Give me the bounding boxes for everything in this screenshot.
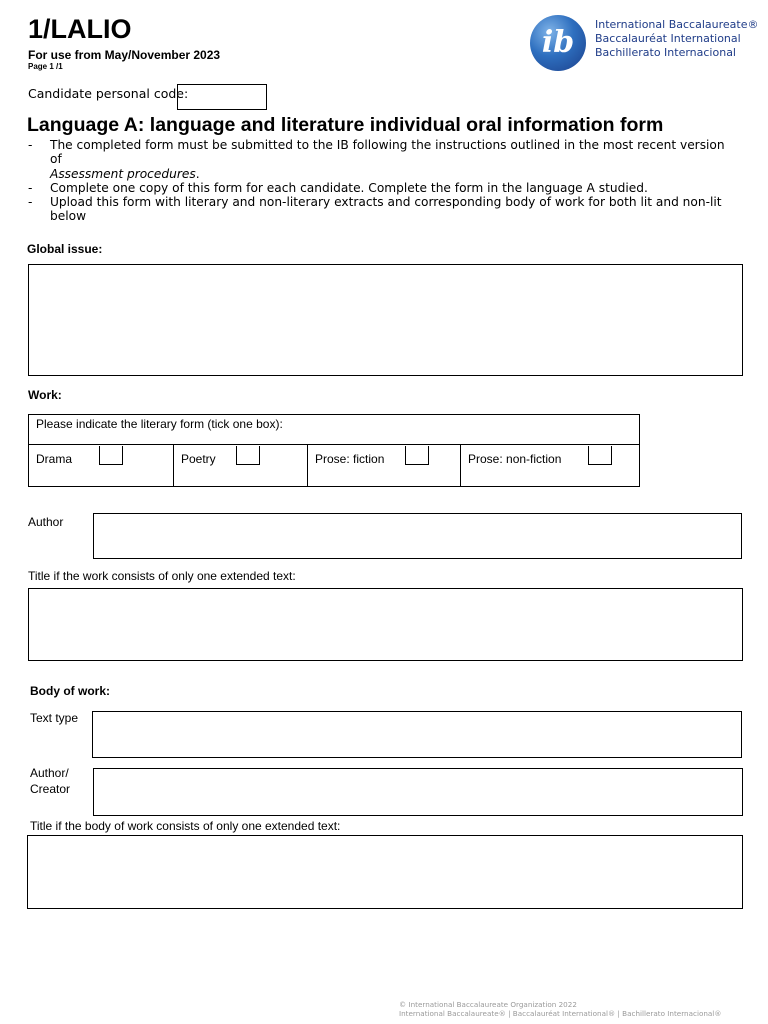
author-label: Author [28, 515, 64, 529]
ib-logo-text [595, 18, 758, 60]
candidate-code-label: Candidate personal code: [28, 86, 189, 101]
instruction-item: - Complete one copy of this form for each candidate. Complete the form in the language A studied. [28, 180, 648, 195]
creator-input[interactable] [93, 768, 743, 816]
footer-copyright: © International Baccalaureate Organization 2022 [399, 1000, 577, 1009]
prose-nonfiction-checkbox[interactable] [588, 446, 612, 465]
global-issue-label: Global issue: [27, 242, 103, 256]
creator-label [30, 765, 70, 797]
poetry-label: Poetry [181, 452, 216, 466]
page-number: Page 1 /1 [28, 62, 63, 71]
logo-line-3: Bachillerato Internacional [595, 46, 736, 59]
body-title-label: Title if the body of work consists of only one extended text: [30, 819, 341, 833]
footer-brands: International Baccalaureate® | Baccalauréat International® | Bachillerato Internacional® [399, 1009, 722, 1018]
instruction-1-text: The completed form must be submitted to the IB following the instructions outlined in the most recent version of [50, 138, 725, 167]
body-title-input[interactable] [27, 835, 743, 909]
literary-form-table [28, 414, 640, 487]
work-label: Work: [28, 388, 62, 402]
prose-fiction-label: Prose: fiction [315, 452, 385, 466]
drama-label: Drama [36, 452, 73, 466]
footer [399, 1000, 722, 1018]
work-title-label: Title if the work consists of only one extended text: [28, 569, 296, 583]
ib-logo-mark: ib [541, 25, 575, 60]
instructions-list [28, 138, 740, 224]
creator-label-line-2: Creator [30, 782, 71, 796]
prose-nonfiction-cell [461, 445, 639, 486]
body-of-work-label: Body of work: [30, 684, 110, 698]
instruction-item: - Upload this form with literary and non-literary extracts and corresponding body of work for both lit and non-lit below [28, 195, 722, 224]
candidate-code-input[interactable] [177, 84, 267, 110]
form-code: 1/LALIO [28, 14, 132, 44]
global-issue-input[interactable] [28, 264, 743, 376]
instruction-1-end: . [195, 166, 200, 181]
use-from-date: For use from May/November 2023 [28, 48, 221, 62]
poetry-checkbox[interactable] [236, 446, 260, 465]
page-title: Language A: language and literature individual oral information form [27, 114, 664, 136]
work-title-input[interactable] [28, 588, 743, 661]
literary-form-prompt-row [29, 415, 639, 445]
drama-checkbox[interactable] [99, 446, 123, 465]
text-type-label: Text type [30, 711, 79, 725]
logo-line-2: Baccalauréat International [595, 32, 741, 45]
prose-fiction-checkbox[interactable] [405, 446, 429, 465]
author-input[interactable] [93, 513, 742, 559]
poetry-cell [174, 445, 308, 486]
instruction-2-text: Complete one copy of this form for each candidate. Complete the form in the language A studied. [50, 180, 648, 195]
instruction-item: - The completed form must be submitted to the IB following the instructions outlined in the most recent version of Assessment procedures. [28, 138, 725, 181]
creator-label-line-1: Author/ [30, 766, 69, 780]
drama-cell [29, 445, 174, 486]
assessment-procedures-text: Assessment procedures [50, 166, 196, 181]
instruction-3-text: Upload this form with literary and non-literary extracts and corresponding body of work for both lit and non-lit below [50, 195, 722, 224]
text-type-input[interactable] [92, 711, 742, 758]
prose-nonfiction-label: Prose: non-fiction [468, 452, 562, 466]
logo-line-1: International Baccalaureate® [595, 18, 759, 31]
literary-form-prompt: Please indicate the literary form (tick one box): [36, 417, 283, 431]
prose-fiction-cell [308, 445, 461, 486]
